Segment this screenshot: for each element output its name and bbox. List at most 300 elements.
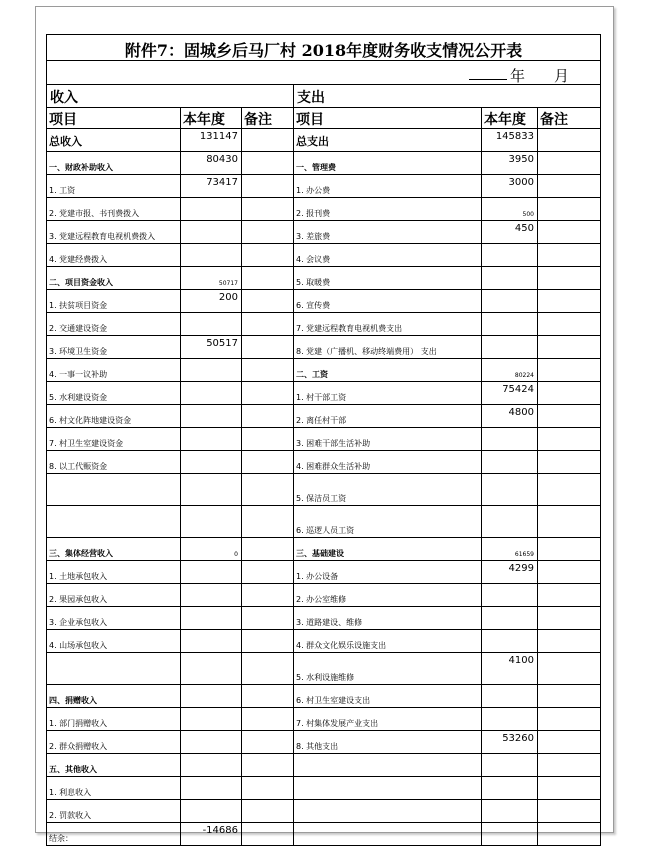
expense-amount-cell [482,336,538,358]
income-item-cell [47,731,181,753]
expense-amount-cell [482,506,538,537]
income-item-cell [47,428,181,450]
income-item-cell [47,653,181,684]
expense-item-text: 5. 取暖费 [296,278,331,287]
expense-amount-cell [482,313,538,335]
income-item-cell [47,313,181,335]
expense-amount-cell [482,630,538,652]
income-amount-text: 80430 [206,154,238,165]
expense-note-cell [538,474,598,505]
expense-item-cell [294,244,482,266]
income-note-cell [242,359,294,381]
expense-amount-text: 145833 [495,131,534,142]
income-item-text: 2. 交通建设资金 [49,324,108,333]
income-item-text: 五、其他收入 [49,765,97,774]
income-item-text: 6. 村文化阵地建设资金 [49,416,132,425]
income-item-text: 1. 土地承包收入 [49,572,108,581]
expense-note-cell [538,405,598,427]
expense-amount-header: 本年度 [482,108,538,128]
expense-item-cell [294,152,482,174]
expense-note-cell [538,506,598,537]
income-item-cell [47,152,181,174]
expense-note-cell [538,823,598,845]
expense-item-cell [294,731,482,753]
expense-amount-cell [482,754,538,776]
expense-note-cell [538,800,598,822]
income-item-text: 5. 水利建设资金 [49,393,108,402]
expense-item-cell [294,708,482,730]
income-note-cell [242,221,294,243]
expense-item-cell [294,823,482,845]
income-amount-cell [181,800,242,822]
income-item-cell [47,382,181,404]
expense-heading: 支出 [297,90,325,106]
expense-item-text: 3. 差旅费 [296,232,331,241]
expense-item-cell [294,313,482,335]
income-note-cell [242,538,294,560]
income-amount-cell [181,731,242,753]
income-item-cell [47,175,181,197]
income-note-cell [242,506,294,537]
income-amount-text: 50517 [206,338,238,349]
expense-item-text: 6. 宣传费 [296,301,331,310]
expense-amount-text: 4800 [508,407,534,418]
expense-item-text: 二、工资 [296,370,328,379]
expense-amount-text: 80224 [514,372,534,379]
expense-item-text: 4. 会议费 [296,255,331,264]
expense-amount-cell [482,175,538,197]
income-note-cell [242,474,294,505]
expense-item-cell [294,777,482,799]
income-item-text: 结余： [49,834,73,843]
expense-amount-cell [482,584,538,606]
income-amount-cell [181,823,242,845]
expense-amount-cell [482,244,538,266]
income-amount-cell [181,708,242,730]
table-row [47,428,600,451]
income-amount-cell [181,561,242,583]
income-item-cell [47,561,181,583]
income-amount-cell [181,152,242,174]
expense-item-cell [294,538,482,560]
expense-note-cell [538,630,598,652]
expense-note-cell [538,175,598,197]
income-amount-cell [181,474,242,505]
expense-note-cell [538,336,598,358]
expense-item-text: 2. 离任村干部 [296,416,347,425]
income-amount-cell [181,777,242,799]
table-row [47,685,600,708]
income-amount-text: 0 [234,551,238,558]
income-note-cell [242,244,294,266]
income-item-text: 1. 工资 [49,186,76,195]
income-note-cell [242,777,294,799]
table-body [47,129,600,845]
expense-item-text: 5. 保洁员工资 [296,494,347,503]
table-row [47,584,600,607]
expense-note-cell [538,538,598,560]
income-amount-cell [181,607,242,629]
table-row [47,777,600,800]
income-amount-text: -14686 [202,825,238,836]
expense-amount-text: 61659 [514,551,534,558]
expense-item-cell [294,474,482,505]
expense-note-cell [538,777,598,799]
expense-amount-cell [482,777,538,799]
expense-note-cell [538,428,598,450]
income-item-text: 4. 党建经费拨入 [49,255,108,264]
expense-amount-cell [482,129,538,151]
income-amount-cell [181,336,242,358]
expense-amount-text: 4100 [508,655,534,666]
expense-item-cell [294,290,482,312]
expense-amount-cell [482,731,538,753]
income-note-cell [242,175,294,197]
expense-amount-cell [482,152,538,174]
expense-amount-text: 53260 [502,733,534,744]
table-row [47,630,600,653]
expense-item-text: 2. 办公室维修 [296,595,347,604]
year-blank-line [469,79,507,80]
income-note-cell [242,823,294,845]
expense-item-cell [294,451,482,473]
expense-amount-cell [482,428,538,450]
income-item-cell [47,823,181,845]
income-note-cell [242,428,294,450]
column-header-row [47,107,600,129]
expense-item-text: 5. 水利设施维修 [296,673,355,682]
income-note-cell [242,754,294,776]
section-header-row [47,84,600,107]
expense-item-cell [294,561,482,583]
income-note-cell [242,561,294,583]
expense-item-cell [294,405,482,427]
income-note-cell [242,685,294,707]
expense-item-text: 6. 村卫生室建设支出 [296,696,371,705]
income-item-text: 3. 企业承包收入 [49,618,108,627]
income-amount-text: 50717 [218,280,238,287]
expense-note-header: 备注 [540,112,568,128]
income-item-text: 总收入 [49,135,82,148]
income-heading: 收入 [47,85,294,107]
income-item-cell [47,708,181,730]
income-item-cell [47,685,181,707]
income-item-text: 2. 党建市报、书刊费拨入 [49,209,140,218]
table-row [47,221,600,244]
income-note-cell [242,800,294,822]
expense-item-cell [294,800,482,822]
income-note-cell [242,451,294,473]
table-row [47,754,600,777]
income-note-cell [242,382,294,404]
income-amount-cell [181,451,242,473]
income-amount-header: 本年度 [181,108,242,128]
month-label: 月 [554,67,570,85]
expense-amount-cell [482,607,538,629]
date-row [47,61,600,84]
income-amount-cell [181,653,242,684]
income-item-cell [47,584,181,606]
income-item-text: 1. 利息收入 [49,788,92,797]
income-note-cell [242,607,294,629]
table-row [47,382,600,405]
expense-note-cell [538,129,598,151]
expense-item-cell [294,198,482,220]
income-item-cell [47,538,181,560]
income-item-cell [47,405,181,427]
income-amount-cell [181,506,242,537]
income-note-cell [242,336,294,358]
table-row [47,359,600,382]
income-amount-cell [181,428,242,450]
table-row [47,653,600,685]
income-item-text: 4. 一事一议补助 [49,370,108,379]
table-row [47,823,600,845]
expense-item-text: 1. 办公费 [296,186,331,195]
expense-amount-text: 500 [522,211,534,218]
income-item-text: 二、项目资金收入 [49,278,113,287]
expense-item-cell [294,129,482,151]
income-item-cell [47,244,181,266]
expense-note-cell [538,244,598,266]
income-item-text: 2. 罚款收入 [49,811,92,820]
table-row [47,708,600,731]
income-note-cell [242,198,294,220]
expense-note-cell [538,685,598,707]
income-note-cell [242,653,294,684]
expense-item-cell [294,382,482,404]
expense-item-cell [294,506,482,537]
table-row [47,474,600,506]
expense-note-cell [538,561,598,583]
expense-item-text: 7. 党建远程教育电视机费支出 [296,324,403,333]
income-item-cell [47,474,181,505]
income-item-text: 2. 果园承包收入 [49,595,108,604]
expense-amount-cell [482,708,538,730]
table-row [47,244,600,267]
table-row [47,451,600,474]
expense-note-cell [538,451,598,473]
expense-item-cell [294,630,482,652]
expense-note-cell [538,198,598,220]
income-item-cell [47,129,181,151]
expense-item-text: 1. 办公设备 [296,572,339,581]
expense-amount-cell [482,561,538,583]
table-row [47,313,600,336]
expense-amount-cell [482,221,538,243]
expense-item-cell [294,221,482,243]
expense-item-cell [294,685,482,707]
expense-amount-text: 4299 [508,563,534,574]
income-note-cell [242,152,294,174]
expense-note-cell [538,152,598,174]
finance-table [46,34,601,846]
table-row [47,538,600,561]
income-amount-cell [181,313,242,335]
expense-amount-cell [482,359,538,381]
income-item-text: 一、财政补助收入 [49,163,113,172]
expense-note-cell [538,731,598,753]
expense-amount-cell [482,267,538,289]
expense-item-cell [294,653,482,684]
income-item-cell [47,290,181,312]
income-item-cell [47,800,181,822]
table-row [47,506,600,538]
year-label: 年 [510,67,526,85]
expense-item-cell [294,584,482,606]
expense-amount-cell [482,538,538,560]
expense-amount-text: 450 [514,223,534,234]
table-row [47,290,600,313]
table-row [47,198,600,221]
expense-amount-cell [482,685,538,707]
table-row [47,607,600,630]
sheet-page [35,6,614,843]
income-amount-cell [181,267,242,289]
expense-note-cell [538,290,598,312]
income-amount-cell [181,584,242,606]
table-row [47,175,600,198]
income-note-cell [242,267,294,289]
expense-amount-cell [482,290,538,312]
expense-item-text: 4. 群众文化娱乐设施支出 [296,641,387,650]
income-amount-cell [181,538,242,560]
expense-note-cell [538,313,598,335]
income-amount-cell [181,405,242,427]
expense-item-text: 三、基础建设 [296,549,344,558]
expense-item-text: 总支出 [296,135,329,148]
expense-item-text: 6. 巡逻人员工资 [296,526,355,535]
income-note-cell [242,630,294,652]
income-item-cell [47,336,181,358]
income-amount-cell [181,175,242,197]
expense-amount-cell [482,451,538,473]
expense-amount-cell [482,823,538,845]
expense-amount-cell [482,800,538,822]
income-amount-cell [181,129,242,151]
income-amount-cell [181,244,242,266]
expense-note-cell [538,584,598,606]
expense-amount-text: 3000 [508,177,534,188]
income-item-cell [47,630,181,652]
expense-amount-text: 75424 [502,384,534,395]
income-amount-cell [181,221,242,243]
income-item-cell [47,267,181,289]
income-item-text: 3. 环境卫生资金 [49,347,108,356]
expense-item-text: 8. 其他支出 [296,742,339,751]
expense-item-cell [294,428,482,450]
income-amount-cell [181,359,242,381]
expense-note-cell [538,653,598,684]
expense-amount-text: 3950 [508,154,534,165]
income-item-text: 8. 以工代赈资金 [49,462,108,471]
expense-item-text: 2. 报刊费 [296,209,331,218]
income-amount-text: 131147 [199,131,238,142]
expense-note-cell [538,382,598,404]
expense-amount-cell [482,653,538,684]
income-item-text: 四、捐赠收入 [49,696,97,705]
expense-item-cell [294,607,482,629]
income-note-cell [242,129,294,151]
income-item-text: 7. 村卫生室建设资金 [49,439,124,448]
expense-item-text: 3. 道路建设、维修 [296,618,363,627]
expense-item-header: 项目 [294,108,482,128]
income-item-text: 3. 党建远程教育电视机费拨入 [49,232,156,241]
income-note-cell [242,313,294,335]
income-item-header: 项目 [47,108,181,128]
expense-item-cell [294,336,482,358]
expense-item-text: 7. 村集体发展产业支出 [296,719,379,728]
income-item-cell [47,451,181,473]
income-note-cell [242,731,294,753]
expense-amount-cell [482,382,538,404]
income-amount-cell [181,630,242,652]
title-row [47,34,600,61]
expense-note-cell [538,754,598,776]
expense-item-text: 4. 困难群众生活补助 [296,462,371,471]
income-item-text: 1. 部门捐赠收入 [49,719,108,728]
income-item-text: 4. 山场承包收入 [49,641,108,650]
expense-note-cell [538,708,598,730]
expense-item-cell [294,267,482,289]
income-amount-cell [181,754,242,776]
page-title: 附件7：固城乡后马厂村 2018年度财务收支情况公开表 [124,41,523,60]
expense-item-cell [294,175,482,197]
expense-amount-cell [482,474,538,505]
table-row [47,336,600,359]
table-row [47,405,600,428]
expense-item-cell [294,754,482,776]
income-amount-cell [181,685,242,707]
expense-note-cell [538,221,598,243]
table-row [47,267,600,290]
income-item-cell [47,198,181,220]
income-note-cell [242,584,294,606]
income-item-cell [47,359,181,381]
income-amount-text: 200 [218,292,238,303]
income-amount-text: 73417 [206,177,238,188]
table-row [47,561,600,584]
expense-note-cell [538,267,598,289]
expense-item-text: 8. 党建（广播机、移动终端费用） 支出 [296,347,437,356]
income-amount-cell [181,198,242,220]
income-note-header: 备注 [242,108,294,128]
income-item-cell [47,754,181,776]
table-row [47,731,600,754]
income-item-text: 2. 群众捐赠收入 [49,742,108,751]
income-item-text: 1. 扶贫项目资金 [49,301,108,310]
income-item-cell [47,607,181,629]
table-row [47,129,600,152]
income-item-cell [47,221,181,243]
table-row [47,152,600,175]
expense-item-text: 一、管理费 [296,163,336,172]
expense-note-cell [538,607,598,629]
income-note-cell [242,708,294,730]
expense-item-text: 3. 困难干部生活补助 [296,439,371,448]
expense-item-cell [294,359,482,381]
expense-item-text: 1. 村干部工资 [296,393,347,402]
expense-amount-cell [482,405,538,427]
income-note-cell [242,290,294,312]
income-item-cell [47,777,181,799]
table-row [47,800,600,823]
income-item-cell [47,506,181,537]
income-item-text: 三、集体经营收入 [49,549,113,558]
income-amount-cell [181,290,242,312]
expense-note-cell [538,359,598,381]
income-note-cell [242,405,294,427]
